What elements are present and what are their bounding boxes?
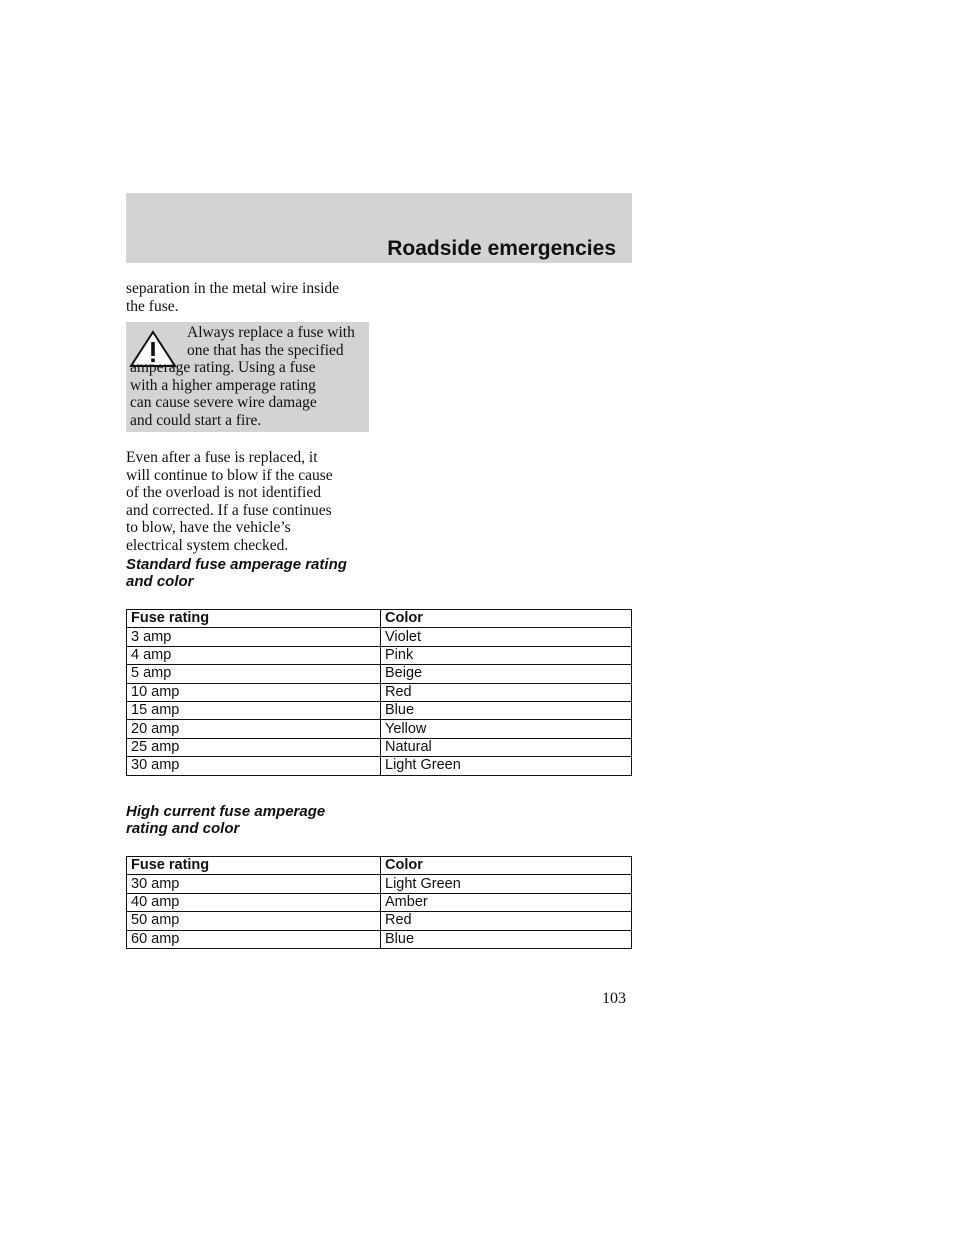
color-cell: Natural — [381, 738, 632, 756]
paragraph-line: will continue to blow if the cause — [126, 466, 333, 484]
table-header-row — [127, 857, 632, 875]
paragraph-line: of the overload is not identified — [126, 484, 321, 502]
heading-line: rating and color — [126, 820, 240, 837]
heading-line: Standard fuse amperage rating — [126, 556, 347, 573]
heading-line: and color — [126, 573, 194, 590]
warning-box — [126, 322, 369, 432]
column-header-fuse-rating: Fuse rating — [127, 857, 381, 875]
color-cell: Pink — [381, 646, 632, 664]
fuse-rating-cell: 15 amp — [127, 701, 381, 719]
warning-line: with a higher amperage rating — [130, 376, 316, 394]
fuse-rating-cell: 3 amp — [127, 628, 381, 646]
table-row — [127, 701, 632, 719]
table-row — [127, 628, 632, 646]
high-current-fuse-table — [126, 856, 632, 949]
warning-line: amperage rating. Using a fuse — [130, 359, 316, 377]
paragraph-line: and corrected. If a fuse continues — [126, 501, 332, 519]
color-cell: Blue — [381, 930, 632, 948]
color-cell: Yellow — [381, 720, 632, 738]
fuse-rating-cell: 30 amp — [127, 875, 381, 893]
color-cell: Blue — [381, 701, 632, 719]
fuse-rating-cell: 50 amp — [127, 912, 381, 930]
fuse-rating-cell: 60 amp — [127, 930, 381, 948]
fuse-rating-cell: 25 amp — [127, 738, 381, 756]
fuse-rating-cell: 5 amp — [127, 665, 381, 683]
high-current-fuse-heading — [126, 803, 386, 837]
warning-line: one that has the specified — [187, 341, 344, 359]
table-row — [127, 875, 632, 893]
heading-line: High current fuse amperage — [126, 803, 326, 820]
column-header-color: Color — [381, 610, 632, 628]
fuse-rating-cell: 10 amp — [127, 683, 381, 701]
color-cell: Amber — [381, 893, 632, 911]
table-row — [127, 912, 632, 930]
fuse-rating-cell: 20 amp — [127, 720, 381, 738]
fuse-rating-cell: 4 amp — [127, 646, 381, 664]
page-section-title: Roadside emergencies — [387, 237, 616, 260]
color-cell: Red — [381, 912, 632, 930]
fuse-rating-cell: 30 amp — [127, 757, 381, 775]
color-cell: Red — [381, 683, 632, 701]
standard-fuse-heading — [126, 556, 386, 590]
table-row — [127, 738, 632, 756]
intro-line: separation in the metal wire inside — [126, 280, 340, 297]
warning-text — [126, 322, 364, 430]
overload-paragraph — [126, 449, 376, 555]
table-row — [127, 893, 632, 911]
fuse-rating-cell: 40 amp — [127, 893, 381, 911]
warning-line: and could start a fire. — [130, 411, 262, 429]
warning-line: Always replace a fuse with — [187, 324, 355, 341]
table-header-row — [127, 610, 632, 628]
table-row — [127, 683, 632, 701]
intro-text — [126, 280, 376, 315]
color-cell: Beige — [381, 665, 632, 683]
color-cell: Light Green — [381, 875, 632, 893]
paragraph-line: Even after a fuse is replaced, it — [126, 449, 318, 466]
color-cell: Violet — [381, 628, 632, 646]
warning-line: can cause severe wire damage — [130, 394, 317, 412]
color-cell: Light Green — [381, 757, 632, 775]
column-header-fuse-rating: Fuse rating — [127, 610, 381, 628]
paragraph-line: electrical system checked. — [126, 536, 289, 554]
table-row — [127, 646, 632, 664]
standard-fuse-table — [126, 609, 632, 776]
intro-line: the fuse. — [126, 297, 179, 315]
column-header-color: Color — [381, 857, 632, 875]
table-row — [127, 757, 632, 775]
paragraph-line: to blow, have the vehicle’s — [126, 519, 291, 537]
page-number: 103 — [602, 990, 626, 1007]
table-row — [127, 665, 632, 683]
table-row — [127, 930, 632, 948]
header-band — [126, 193, 632, 263]
table-row — [127, 720, 632, 738]
